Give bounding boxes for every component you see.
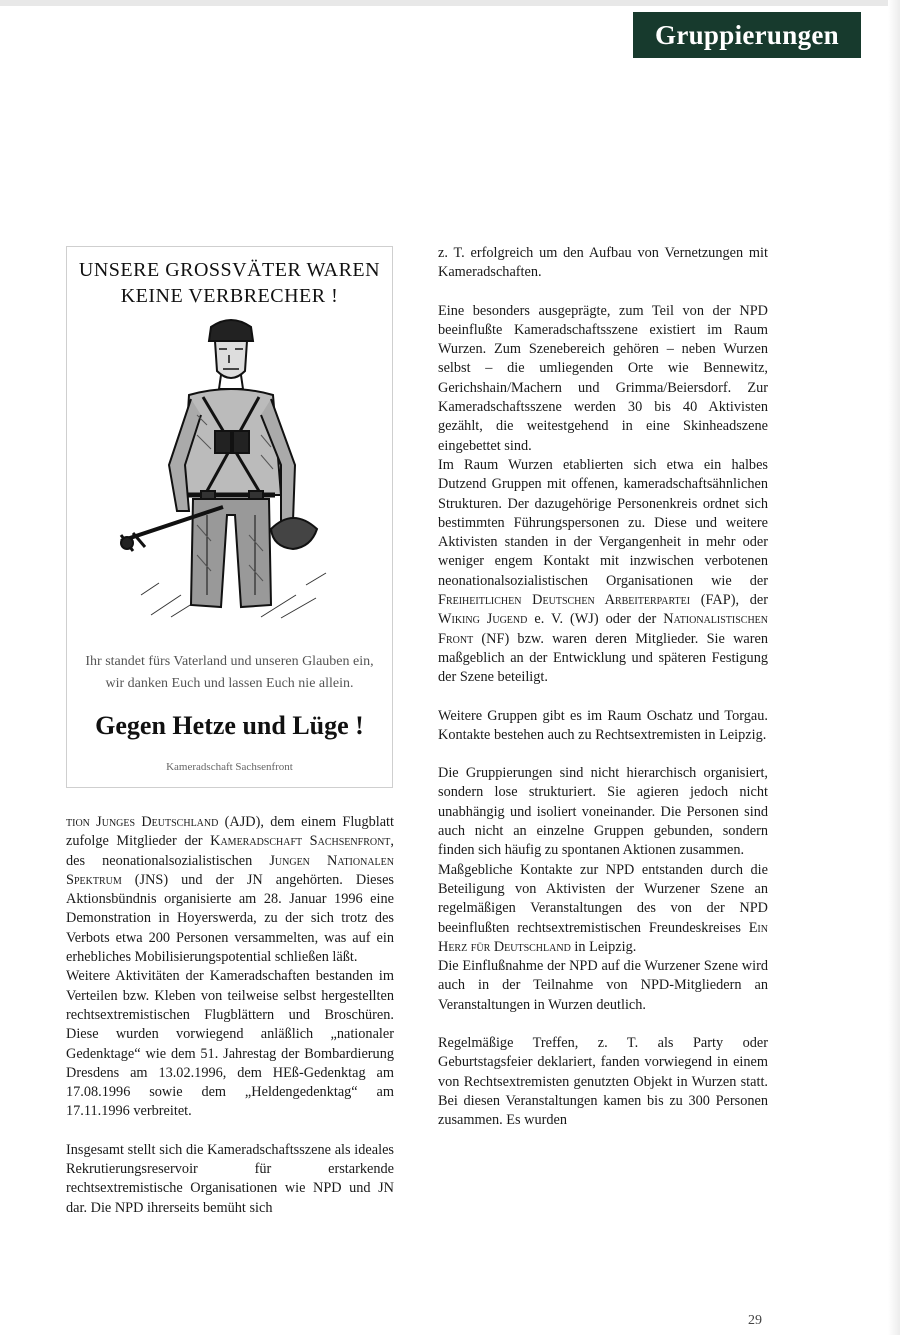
poster-caption-line-2: wir danken Euch und lassen Euch nie allein. (105, 676, 354, 691)
org-name-fap: Freiheitlichen Deutschen Arbeiterpartei (438, 592, 691, 609)
org-name-sachsenfront: Kameradschaft Sachsenfront (210, 833, 391, 850)
right-p3-text-1: Im Raum Wurzen etablierten sich etwa ein halbes Dutzend Gruppen mit offenen, kameradschaftsähnlichen Strukturen. Der dazugehörige Personenkreis ordnet sich bestimmten Führungspersonen zu. Diese und weitere Aktivisten standen in der Vergangenheit in mehr oder weniger engem Kontakt mit inzwischen verbotenen neonationalsozialistischen Organisationen wie der (438, 456, 768, 589)
left-column (66, 813, 394, 1218)
org-name-jns: Jungen Nationalen Spektrum (66, 852, 394, 888)
poster-title-line-1: UNSERE GROSSVÄTER WAREN (78, 259, 381, 281)
page-top-edge (0, 0, 900, 6)
org-name-ein-herz: Ein Herz für Deutschland (438, 919, 768, 955)
page-right-shadow (888, 0, 900, 1335)
right-paragraph-5: Die Gruppierungen sind nicht hierarchisch organisiert, sondern lose strukturiert. Sie agieren jedoch nicht unabhängig und isoliert voneinander. Die Personen sind auch nicht an einzelne Gruppen gebunden, sondern finden sich häufig zu spontanen Aktionen zusammen. (438, 765, 768, 859)
poster-title (67, 257, 392, 309)
org-name-ajd: tion Junges Deutschland (66, 814, 219, 830)
right-p6-text-1: Maßgebliche Kontakte zur NPD entstanden durch die Beteiligung von Aktivisten der Wurzener Szene an regelmäßigen Veranstaltungen des von der NPD beeinflußten rechtsextremistischen Freundeskreises (438, 861, 768, 936)
org-name-nf: Nationalistischen Front (438, 611, 769, 647)
left-paragraph-3: Insgesamt stellt sich die Kameradschaftsszene als ideales Rekrutierungsreservoir für erstarkende rechtsextremistische Organisationen wie NPD und JN dar. Die NPD ihrerseits bemüht sich (66, 1141, 394, 1216)
page-number: 29 (748, 1313, 762, 1328)
right-paragraph-3 (438, 456, 768, 688)
left-p1-text-3: (JNS) und der JN angehörten. Dieses Aktionsbündnis organisierte am 28. Januar 1996 eine Demonstration in Hoyerswerda, zu der sich trotz des Verbots etwa 200 Personen versammelten, was auf ein erhebliches Mobilisierungspotential schließen läßt. (66, 871, 394, 966)
right-p3-text-3: e. V. (WJ) oder der (527, 611, 664, 628)
poster-caption (71, 651, 388, 695)
poster-credit: Kameradschaft Sachsenfront (166, 761, 293, 773)
poster-title-line-2: KEINE VERBRECHER ! (120, 285, 339, 307)
left-paragraph-1 (66, 813, 394, 967)
right-paragraph-6 (438, 861, 768, 957)
poster-slogan: Gegen Hetze und Lüge ! (95, 711, 364, 740)
right-p3-text-4: (NF) bzw. waren deren Mitglieder. Sie waren maßgeblich an der Entwicklung und späteren Festigung der Szene beteiligt. (438, 630, 768, 686)
poster-figure (66, 246, 393, 788)
left-paragraph-2: Weitere Aktivitäten der Kameradschaften bestanden im Verteilen bzw. Kleben von teilweise selbst hergestellten rechtsextremistischen Flugblättern und Broschüren. Diese wurden vorwiegend anläßlich „nationaler Gedenktage“ wie dem 51. Jahrestag der Bombardierung Dresdens am 13.02.1996, dem HEß-Gedenktag am 17.08.1996 sowie dem „Heldengedenktag“ am 17.11.1996 verbreitet. (66, 968, 394, 1120)
right-paragraph-4: Weitere Gruppen gibt es im Raum Oschatz und Torgau. Kontakte bestehen auch zu Rechtsextremisten in Leipzig. (438, 707, 768, 743)
right-p6-text-2: in Leipzig. (570, 938, 637, 955)
left-p1-text-2: , des neonationalsozialistischen (66, 833, 394, 869)
org-name-wiking-jugend: Wiking Jugend (438, 611, 528, 628)
section-header (633, 12, 861, 58)
right-paragraph-7: Die Einflußnahme der NPD auf die Wurzener Szene wird auch in der Teilnahme von NPD-Mitgliedern an Veranstaltungen in Wurzen deutlich. (438, 958, 768, 1013)
right-paragraph-1: z. T. erfolgreich um den Aufbau von Vernetzungen mit Kameradschaften. (438, 245, 768, 281)
section-title: Gruppierungen (655, 19, 839, 50)
soldier-illustration (111, 315, 351, 623)
right-p3-text-2: (FAP), der (690, 592, 768, 609)
right-paragraph-2: Eine besonders ausgeprägte, zum Teil von der NPD beeinflußte Kameradschaftsszene existiert im Raum Wurzen. Zum Szenebereich gehören – neben Wurzen selbst – die umliegenden Orte wie Bennewitz, Gerichshain/Machern und Grimma/Beiersdorf. Zur Kameradschaftsszene werden 30 bis 40 Aktivisten gezählt, die weitestgehend in eine Skinheadszene eingebettet sind. (438, 302, 768, 454)
poster-caption-line-1: Ihr standet fürs Vaterland und unseren Glauben ein, (85, 654, 374, 669)
right-column (438, 244, 768, 1130)
right-paragraph-8: Regelmäßige Treffen, z. T. als Party oder Geburtstagsfeier deklariert, fanden vorwiegend in einem von Rechtsextremisten genutzten Objekt in Wurzen statt. Bei diesen Veranstaltungen kamen bis zu 300 Personen zusammen. Es wurden (438, 1034, 768, 1129)
left-p1-text-1: (AJD), dem einem Flugblatt zufolge Mitglieder der (66, 814, 394, 850)
